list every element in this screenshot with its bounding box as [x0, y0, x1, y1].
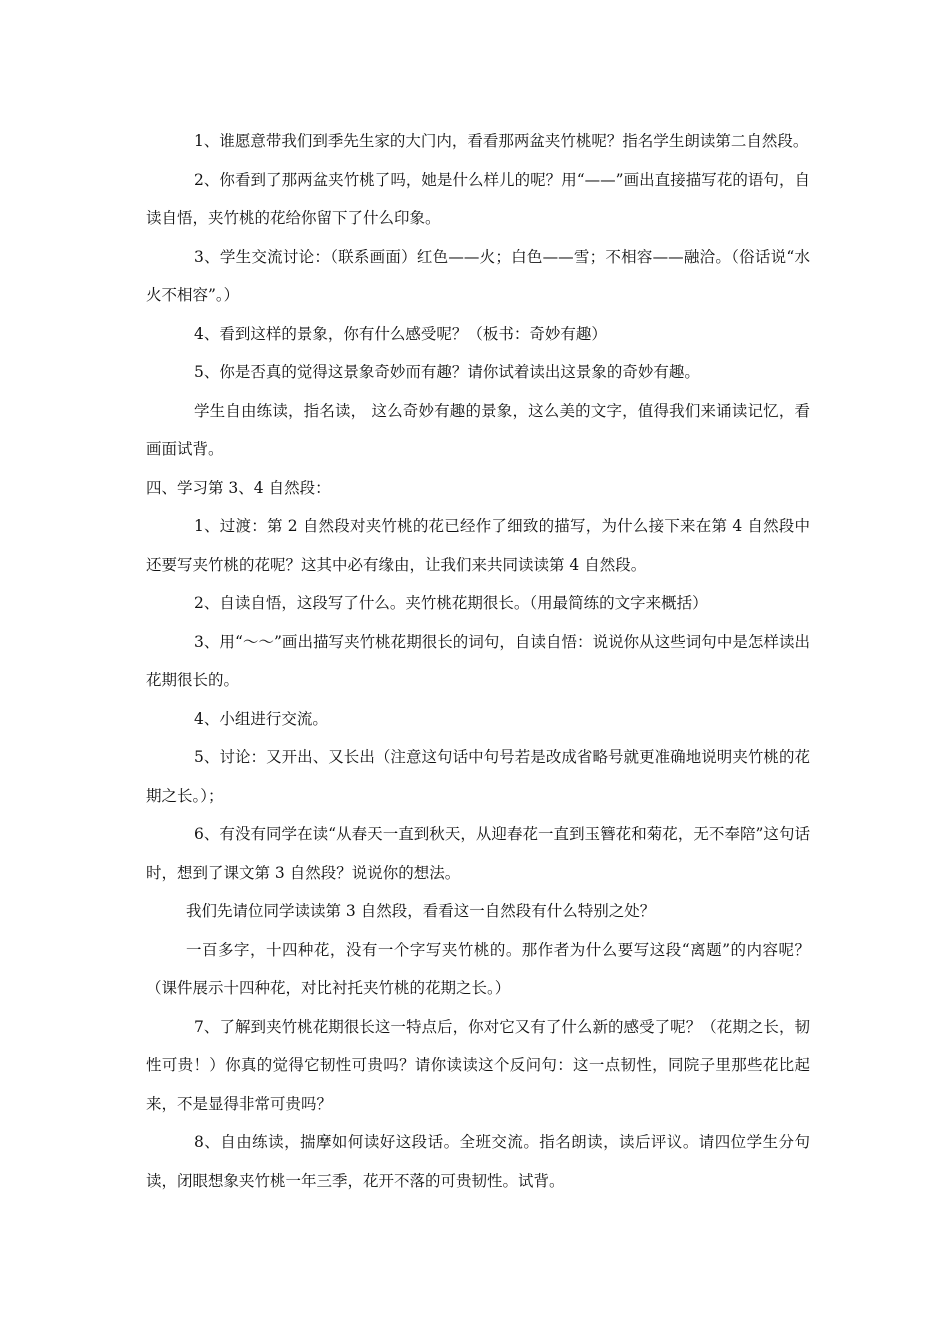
- paragraph-fourteen-flowers: 一百多字，十四种花，没有一个字写夹竹桃的。那作者为什么要写这段“离题”的内容呢？（课件展示十四种花，对比衬托夹竹桃的花期之长。）: [146, 940, 810, 997]
- paragraph-sec4-step-6: 6、有没有同学在读“从春天一直到秋天，从迎春花一直到玉簪花和菊花，无不奉陪”这句话时，想到了课文第 3 自然段？说说你的想法。: [146, 825, 810, 882]
- paragraph-step-3: 3、学生交流讨论：（联系画面）红色——火；白色——雪；不相容——融洽。（俗话说“水火不相容”。）: [146, 247, 810, 304]
- paragraph-sec4-step-5: 5、讨论：又开出、又长出（注意这句话中句号若是改成省略号就更准确地说明夹竹桃的花期之长。）；: [146, 748, 810, 805]
- paragraph-step-2: 2、你看到了那两盆夹竹桃了吗，她是什么样儿的呢？用“——”画出直接描写花的语句，自读自悟，夹竹桃的花给你留下了什么印象。: [146, 170, 810, 227]
- paragraph-read-section-3: 我们先请位同学读读第 3 自然段，看看这一自然段有什么特别之处？: [186, 902, 656, 920]
- paragraph-sec4-step-1: 1、过渡：第 2 自然段对夹竹桃的花已经作了细致的描写，为什么接下来在第 4 自然段中还要写夹竹桃的花呢？这其中必有缘由，让我们来共同读读第 4 自然段。: [146, 517, 810, 574]
- paragraph-sec4-step-2: 2、自读自悟，这段写了什么。夹竹桃花期很长。（用最简练的文字来概括）: [194, 594, 708, 612]
- paragraph-sec4-step-3: 3、用“～～”画出描写夹竹桃花期很长的词句，自读自悟：说说你从这些词句中是怎样读出花期很长的。: [146, 632, 810, 689]
- paragraph-practice-reading: 学生自由练读，指名读， 这么奇妙有趣的景象，这么美的文字，值得我们来诵读记忆，看画面试背。: [146, 401, 810, 458]
- paragraph-step-4: 4、看到这样的景象，你有什么感受呢？（板书：奇妙有趣）: [194, 324, 607, 343]
- paragraph-sec4-step-4: 4、小组进行交流。: [194, 709, 328, 728]
- paragraph-step-1: 1、谁愿意带我们到季先生家的大门内，看看那两盆夹竹桃呢？指名学生朗读第二自然段。: [194, 132, 809, 150]
- paragraph-step-5: 5、你是否真的觉得这景象奇妙而有趣？请你试着读出这景象的奇妙有趣。: [194, 363, 700, 381]
- paragraph-sec4-step-7: 7、了解到夹竹桃花期很长这一特点后，你对它又有了什么新的感受了呢？（花期之长，韧性可贵！）你真的觉得它韧性可贵吗？请你读读这个反问句：这一点韧性，同院子里那些花比起来，不是显得非常可贵吗？: [146, 1017, 810, 1113]
- paragraph-sec4-step-8: 8、自由练读，揣摩如何读好这段话。全班交流。指名朗读，读后评议。请四位学生分句读，闭眼想象夹竹桃一年三季，花开不落的可贵韧性。试背。: [146, 1133, 810, 1190]
- section-heading-four: 四、学习第 3、4 自然段：: [146, 478, 331, 497]
- document-body: [146, 122, 810, 1200]
